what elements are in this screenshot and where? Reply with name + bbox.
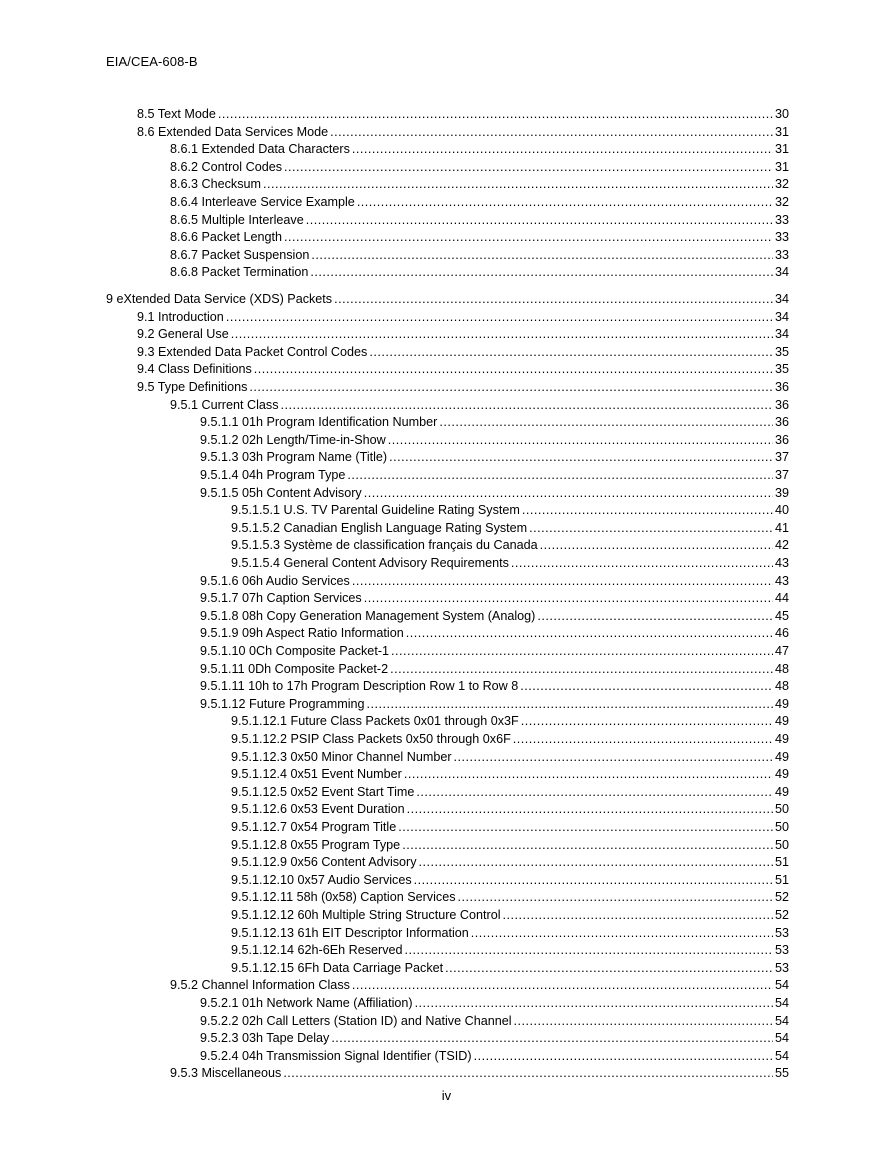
toc-dot-leader — [311, 247, 773, 265]
toc-entry-title: 9.5.2.2 02h Call Letters (Station ID) and Native Channel — [200, 1013, 512, 1028]
toc-entry-page: 55 — [774, 1066, 789, 1081]
toc-entry[interactable] — [200, 643, 789, 661]
toc-entry[interactable] — [200, 1048, 789, 1066]
toc-entry-page: 54 — [774, 1048, 789, 1063]
toc-dot-leader — [283, 1065, 773, 1083]
toc-dot-leader — [511, 555, 773, 573]
toc-entry-page: 53 — [774, 960, 789, 975]
toc-entry-title: 9.5.1.2 02h Length/Time-in-Show — [200, 432, 386, 447]
toc-entry[interactable] — [200, 995, 789, 1013]
toc-entry-title: 9.5.1.12.2 PSIP Class Packets 0x50 through 0x6F — [231, 732, 511, 746]
toc-entry[interactable] — [137, 379, 789, 397]
toc-entry[interactable] — [170, 397, 789, 415]
toc-entry-title: 9.1 Introduction — [137, 309, 224, 324]
toc-entry-page: 53 — [774, 925, 789, 940]
toc-entry-title: 9.5.1.8 08h Copy Generation Management System (Analog) — [200, 608, 536, 623]
toc-entry-page: 54 — [774, 978, 789, 993]
toc-entry[interactable] — [137, 124, 789, 142]
toc-entry-title: 9.4 Class Definitions — [137, 362, 252, 377]
toc-entry[interactable] — [200, 661, 789, 679]
toc-dot-leader — [249, 379, 773, 397]
toc-entry-title: 9.5.1.12.6 0x53 Event Duration — [231, 802, 405, 817]
toc-dot-leader — [406, 625, 773, 643]
toc-entry[interactable] — [231, 942, 789, 960]
toc-entry-title: 9 eXtended Data Service (XDS) Packets — [106, 292, 333, 306]
toc-dot-leader — [347, 467, 773, 485]
toc-dot-leader — [352, 573, 773, 591]
toc-entry[interactable] — [231, 713, 789, 731]
toc-entry-page: 34 — [774, 292, 789, 306]
toc-entry-title: 9.5.1.9 09h Aspect Ratio Information — [200, 626, 404, 641]
toc-entry[interactable] — [170, 247, 789, 265]
toc-entry-page: 35 — [774, 344, 789, 359]
toc-entry[interactable] — [170, 977, 789, 995]
toc-entry-page: 42 — [774, 538, 789, 553]
toc-entry-title: 9.5.1.12.9 0x56 Content Advisory — [231, 855, 417, 870]
toc-entry-page: 31 — [774, 159, 789, 174]
toc-dot-leader — [402, 837, 773, 855]
toc-entry-title: 9.5.1.12.4 0x51 Event Number — [231, 767, 402, 782]
toc-dot-leader — [390, 661, 773, 679]
toc-entry[interactable] — [231, 907, 789, 925]
toc-entry-page: 32 — [774, 177, 789, 192]
toc-entry[interactable] — [200, 414, 789, 432]
toc-dot-leader — [513, 731, 773, 749]
toc-entry-title: 9.5.1.12 Future Programming — [200, 696, 365, 711]
toc-entry-page: 49 — [774, 767, 789, 782]
toc-entry-page: 49 — [774, 696, 789, 711]
toc-entry-page: 31 — [774, 142, 789, 157]
toc-entry-title: 9.5.1.12.14 62h-6Eh Reserved — [231, 943, 403, 958]
toc-entry-title: 9.5.2.3 03h Tape Delay — [200, 1031, 330, 1046]
toc-entry-title: 9.5.1.4 04h Program Type — [200, 468, 346, 482]
toc-entry-title: 9.5.1.12.11 58h (0x58) Caption Services — [231, 890, 456, 905]
toc-entry-page: 32 — [774, 195, 789, 209]
toc-entry-page: 33 — [774, 247, 789, 262]
toc-entry-title: 8.6.4 Interleave Service Example — [170, 195, 355, 209]
toc-dot-leader — [416, 784, 773, 802]
toc-entry-page: 54 — [774, 1013, 789, 1028]
toc-dot-leader — [503, 907, 773, 925]
toc-entry-page: 49 — [774, 714, 789, 729]
toc-entry-page: 53 — [774, 943, 789, 958]
toc-dot-leader — [352, 141, 773, 159]
toc-entry-title: 9.5.1.10 0Ch Composite Packet-1 — [200, 644, 390, 658]
toc-entry-title: 9.5.3 Miscellaneous — [170, 1066, 282, 1081]
toc-entry[interactable] — [231, 960, 789, 978]
toc-entry[interactable] — [200, 1013, 789, 1031]
toc-entry-page: 33 — [774, 212, 789, 227]
toc-entry-title: 9.5.1.5.4 General Content Advisory Requirements — [231, 556, 509, 570]
toc-entry[interactable] — [231, 555, 789, 573]
toc-entry-page: 52 — [774, 908, 789, 922]
toc-dot-leader — [415, 995, 773, 1013]
toc-entry-title: 9.5.1.12.15 6Fh Data Carriage Packet — [231, 960, 444, 975]
toc-entry-page: 34 — [774, 327, 789, 342]
toc-dot-leader — [471, 925, 773, 943]
toc-entry-title: 9.5 Type Definitions — [137, 380, 248, 394]
toc-dot-leader — [419, 854, 773, 872]
toc-dot-leader — [514, 1013, 773, 1031]
toc-entry[interactable] — [170, 229, 789, 247]
toc-entry-title: 9.5.1.7 07h Caption Services — [200, 591, 362, 606]
toc-entry-page: 49 — [774, 749, 789, 764]
toc-entry-page: 52 — [774, 890, 789, 905]
toc-dot-leader — [389, 449, 773, 467]
toc-entry-page: 33 — [774, 230, 789, 245]
toc-entry-title: 9.5.1.12.8 0x55 Program Type — [231, 837, 401, 852]
toc-entry[interactable] — [231, 537, 789, 555]
toc-dot-leader — [254, 361, 773, 379]
toc-entry-page: 51 — [774, 855, 789, 870]
toc-dot-leader — [357, 194, 773, 212]
toc-dot-leader — [474, 1048, 773, 1066]
toc-entry-title: 9.5.1.5.2 Canadian English Language Rating System — [231, 520, 528, 535]
toc-dot-leader — [439, 414, 773, 432]
toc-dot-leader — [218, 106, 773, 124]
toc-dot-leader — [405, 942, 773, 960]
toc-dot-leader — [306, 212, 773, 230]
toc-entry-title: 9.5.1.12.12 60h Multiple String Structure Control — [231, 908, 501, 922]
toc-dot-leader — [391, 643, 773, 661]
toc-entry[interactable] — [200, 696, 789, 714]
toc-entry[interactable] — [231, 520, 789, 538]
toc-entry-page: 54 — [774, 996, 789, 1010]
toc-dot-leader — [330, 124, 773, 142]
toc-entry[interactable] — [106, 291, 789, 309]
toc-entry-title: 9.5.2.4 04h Transmission Signal Identifier (TSID) — [200, 1048, 472, 1063]
toc-entry-page: 40 — [774, 503, 789, 518]
toc-entry[interactable] — [170, 159, 789, 177]
toc-entry-page: 46 — [774, 626, 789, 641]
toc-entry-page: 43 — [774, 573, 789, 588]
toc-entry[interactable] — [200, 625, 789, 643]
toc-entry-page: 54 — [774, 1031, 789, 1046]
toc-entry-page: 49 — [774, 784, 789, 799]
toc-entry[interactable] — [231, 784, 789, 802]
toc-entry[interactable] — [137, 361, 789, 379]
toc-dot-leader — [407, 801, 773, 819]
toc-entry-title: 8.6.3 Checksum — [170, 177, 261, 192]
toc-entry[interactable] — [170, 176, 789, 194]
toc-entry-page: 44 — [774, 591, 789, 606]
toc-entry-title: 9.3 Extended Data Packet Control Codes — [137, 344, 368, 359]
toc-entry-page: 36 — [774, 432, 789, 447]
toc-entry-title: 9.5.1.5.1 U.S. TV Parental Guideline Rating System — [231, 503, 520, 518]
toc-entry[interactable] — [200, 449, 789, 467]
toc-entry[interactable] — [231, 889, 789, 907]
toc-entry-title: 9.5.1.11 10h to 17h Program Description Row 1 to Row 8 — [200, 679, 519, 694]
toc-dot-leader — [364, 485, 773, 503]
toc-entry-title: 9.5.2.1 01h Network Name (Affiliation) — [200, 996, 413, 1010]
toc-dot-leader — [540, 537, 773, 555]
document-id-header: EIA/CEA-608-B — [106, 54, 198, 69]
toc-dot-leader — [520, 678, 773, 696]
toc-entry-title: 9.5.1.6 06h Audio Services — [200, 573, 350, 588]
toc-dot-leader — [404, 766, 773, 784]
toc-entry-page: 48 — [774, 661, 789, 676]
toc-entry-title: 8.5 Text Mode — [137, 107, 216, 121]
toc-dot-leader — [284, 159, 773, 177]
toc-entry-title: 9.5.1 Current Class — [170, 397, 279, 412]
toc-entry-page: 30 — [774, 107, 789, 121]
toc-entry[interactable] — [231, 925, 789, 943]
toc-entry-page: 37 — [774, 468, 789, 482]
toc-entry[interactable] — [231, 872, 789, 890]
toc-entry-title: 9.2 General Use — [137, 327, 229, 342]
toc-entry-title: 8.6 Extended Data Services Mode — [137, 124, 329, 139]
toc-dot-leader — [454, 749, 773, 767]
toc-dot-leader — [529, 520, 773, 538]
toc-entry[interactable] — [170, 194, 789, 212]
toc-entry[interactable] — [200, 608, 789, 626]
toc-dot-leader — [367, 696, 773, 714]
toc-entry[interactable] — [137, 309, 789, 327]
toc-entry-title: 9.5.1.12.10 0x57 Audio Services — [231, 872, 412, 887]
toc-dot-leader — [310, 264, 773, 282]
toc-entry-page: 37 — [774, 450, 789, 465]
toc-entry-page: 49 — [774, 732, 789, 746]
toc-dot-leader — [369, 344, 773, 362]
toc-entry[interactable] — [200, 432, 789, 450]
toc-entry[interactable] — [170, 264, 789, 282]
toc-entry-page: 50 — [774, 837, 789, 852]
toc-entry-title: 9.5.1.5 05h Content Advisory — [200, 485, 362, 500]
toc-entry-title: 9.5.1.11 0Dh Composite Packet-2 — [200, 661, 389, 676]
toc-entry-page: 51 — [774, 872, 789, 887]
toc-entry-page: 34 — [774, 265, 789, 280]
toc-entry[interactable] — [231, 731, 789, 749]
toc-dot-leader — [521, 713, 773, 731]
toc-entry-title: 8.6.7 Packet Suspension — [170, 247, 310, 262]
toc-entry-title: 8.6.6 Packet Length — [170, 230, 283, 245]
toc-entry-page: 43 — [774, 556, 789, 570]
toc-entry-title: 9.5.1.12.3 0x50 Minor Channel Number — [231, 749, 452, 764]
toc-entry-title: 8.6.8 Packet Termination — [170, 265, 309, 280]
toc-dot-leader — [226, 309, 773, 327]
toc-dot-leader — [398, 819, 773, 837]
toc-entry[interactable] — [200, 467, 789, 485]
toc-entry[interactable] — [231, 801, 789, 819]
toc-entry[interactable] — [200, 1030, 789, 1048]
toc-entry[interactable] — [200, 485, 789, 503]
toc-entry[interactable] — [137, 106, 789, 124]
toc-entry-page: 47 — [774, 644, 789, 658]
toc-dot-leader — [414, 872, 773, 890]
toc-dot-leader — [537, 608, 773, 626]
toc-entry-page: 39 — [774, 485, 789, 500]
toc-entry-title: 9.5.1.12.7 0x54 Program Title — [231, 820, 397, 834]
toc-entry-title: 9.5.1.12.13 61h EIT Descriptor Information — [231, 925, 469, 940]
toc-dot-leader — [352, 977, 773, 995]
toc-entry[interactable] — [170, 141, 789, 159]
toc-dot-leader — [284, 229, 773, 247]
toc-entry[interactable] — [170, 1065, 789, 1083]
toc-entry[interactable] — [231, 766, 789, 784]
toc-entry[interactable] — [231, 502, 789, 520]
toc-entry-page: 36 — [774, 380, 789, 394]
toc-entry-page: 45 — [774, 608, 789, 623]
toc-entry-title: 8.6.5 Multiple Interleave — [170, 212, 304, 227]
toc-entry-title: 8.6.2 Control Codes — [170, 159, 283, 174]
page-number: iv — [441, 1088, 452, 1103]
toc-dot-leader — [388, 432, 773, 450]
toc-entry[interactable] — [231, 749, 789, 767]
toc-entry[interactable] — [231, 837, 789, 855]
toc-dot-leader — [445, 960, 773, 978]
toc-entry[interactable] — [231, 854, 789, 872]
toc-entry-page: 36 — [774, 397, 789, 412]
toc-entry[interactable] — [170, 212, 789, 230]
toc-entry-page: 48 — [774, 679, 789, 694]
toc-dot-leader — [334, 291, 773, 309]
toc-entry-page: 50 — [774, 820, 789, 834]
toc-entry-page: 35 — [774, 362, 789, 377]
toc-dot-leader — [522, 502, 773, 520]
toc-dot-leader — [281, 397, 773, 415]
toc-entry-title: 9.5.1.12.5 0x52 Event Start Time — [231, 784, 415, 799]
toc-entry[interactable] — [231, 819, 789, 837]
toc-dot-leader — [231, 326, 773, 344]
toc-dot-leader — [331, 1030, 773, 1048]
toc-entry-title: 8.6.1 Extended Data Characters — [170, 142, 350, 157]
toc-dot-leader — [364, 590, 773, 608]
toc-entry-page: 41 — [774, 520, 789, 535]
toc-entry-page: 36 — [774, 415, 789, 430]
toc-entry-title: 9.5.1.3 03h Program Name (Title) — [200, 450, 388, 465]
toc-entry-title: 9.5.2 Channel Information Class — [170, 978, 350, 993]
toc-dot-leader — [263, 176, 773, 194]
toc-entry[interactable] — [200, 590, 789, 608]
toc-entry[interactable] — [200, 678, 789, 696]
toc-entry-title: 9.5.1.1 01h Program Identification Number — [200, 415, 438, 430]
toc-entry-page: 34 — [774, 309, 789, 324]
toc-entry[interactable] — [137, 326, 789, 344]
toc-entry[interactable] — [137, 344, 789, 362]
toc-entry-page: 31 — [774, 124, 789, 139]
toc-dot-leader — [458, 889, 773, 907]
toc-entry-page: 50 — [774, 802, 789, 817]
toc-entry-title: 9.5.1.12.1 Future Class Packets 0x01 through 0x3F — [231, 714, 519, 729]
toc-entry-title: 9.5.1.5.3 Système de classification français du Canada — [231, 538, 538, 553]
toc-entry[interactable] — [200, 573, 789, 591]
